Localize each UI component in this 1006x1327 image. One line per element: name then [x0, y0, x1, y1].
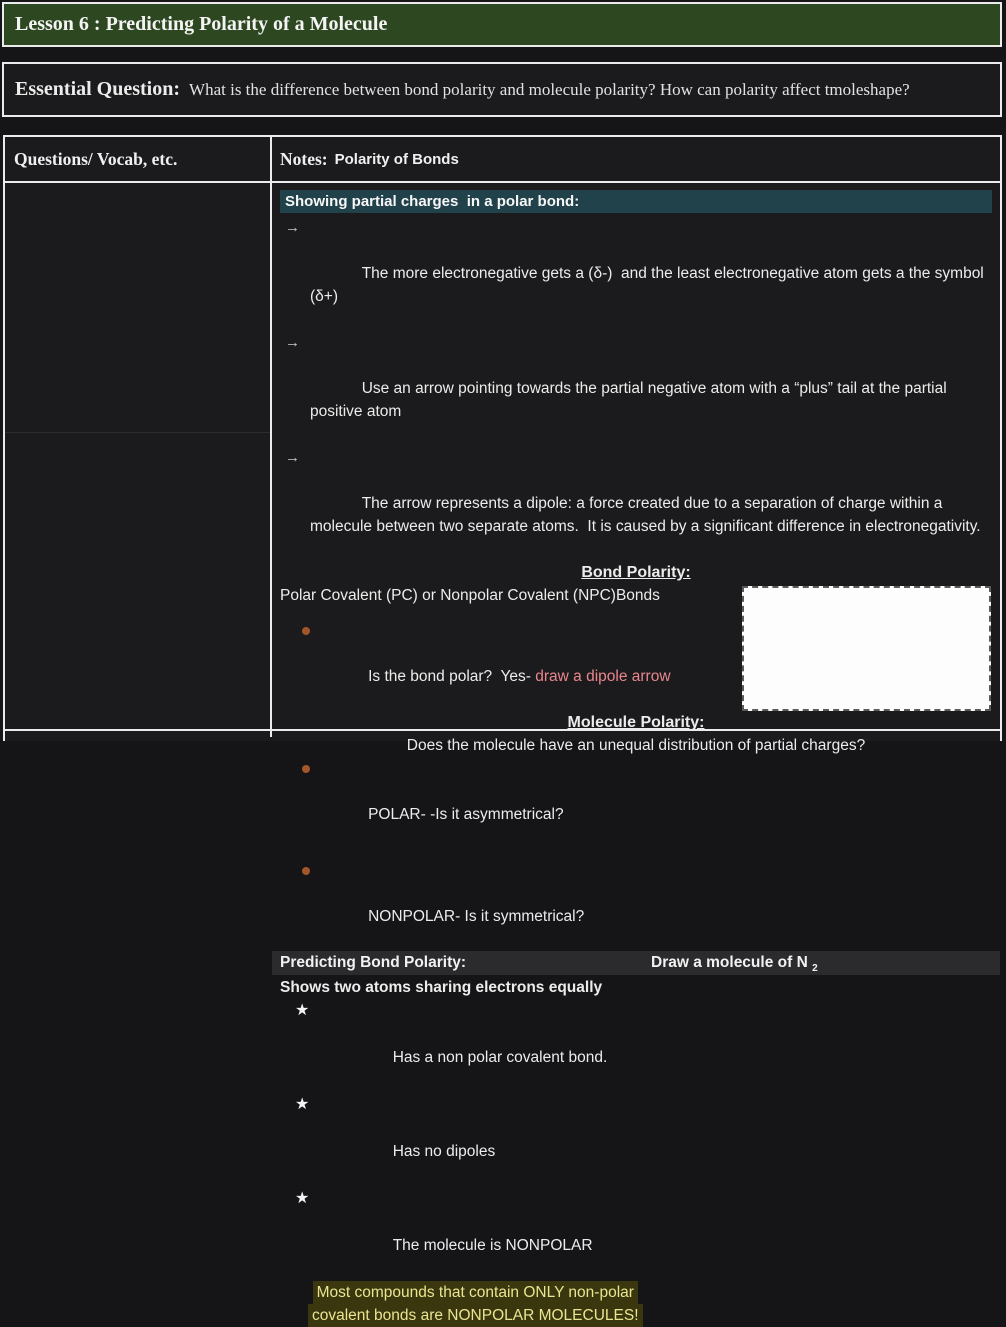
list-item: [280, 999, 992, 1093]
arrow-item-text: The arrow represents a dipole: a force created due to a separation of charge within a molecule between two separate atoms. It is caused by a significant difference in electronegativity.: [310, 495, 981, 535]
arrow-item-text: The more electronegative gets a (δ-) and the least electronegative atom gets a the symbol (δ+): [310, 265, 993, 305]
star-bullet-list: [280, 999, 992, 1281]
notes-cell[interactable]: [272, 183, 1000, 1324]
arrow-bullet-list: [280, 216, 992, 561]
molecule-drawing-area[interactable]: [742, 586, 991, 711]
bond-types-line: Polar Covalent (PC) or Nonpolar Covalent (NPC)Bonds: [280, 587, 660, 604]
draw-molecule-prompt: Draw a molecule of N $_2$: [651, 954, 818, 975]
bond-polar-action: draw a dipole arrow: [535, 668, 671, 685]
essential-question-box: [2, 62, 1002, 117]
notes-header-cell: [272, 137, 1000, 181]
notes-header-label: Notes:: [280, 148, 328, 169]
star-item-text: The molecule is NONPOLAR: [392, 1237, 593, 1254]
predicting-bond-polarity-row: [272, 951, 1000, 975]
left-cell-divider: [5, 432, 270, 433]
lesson-title: Lesson 6 : Predicting Polarity of a Molecule: [15, 13, 388, 35]
molecule-polarity-heading: Molecule Polarity:: [567, 714, 705, 731]
star-item-text: Has no dipoles: [392, 1143, 496, 1160]
list-item: [280, 446, 992, 561]
list-item: [280, 216, 992, 331]
list-item: [280, 331, 992, 446]
star-bullet-icon: ★: [295, 1190, 310, 1207]
star-bullet-icon: ★: [295, 1096, 310, 1113]
polar-bullet: POLAR- -Is it asymmetrical?: [280, 757, 992, 849]
star-bullet-icon: ★: [295, 1002, 310, 1019]
subscript-two: 2: [812, 963, 818, 975]
highlight-line: covalent bonds are NONPOLAR MOLECULES!: [308, 1304, 643, 1327]
table-header-row: [5, 137, 1000, 183]
dot-bullet-icon: [302, 765, 310, 773]
molecule-polarity-question: Does the molecule have an unequal distribution of partial charges?: [406, 737, 866, 754]
questions-vocab-header: Questions/ Vocab, etc.: [14, 148, 178, 169]
list-item: [280, 1093, 992, 1187]
highlight-line: Most compounds that contain ONLY non-polar: [313, 1281, 638, 1304]
notes-table: [3, 135, 1002, 1324]
shows-two-atoms-line: Shows two atoms sharing electrons equally: [280, 979, 603, 996]
partial-charges-heading: Showing partial charges in a polar bond:: [280, 190, 992, 213]
bond-polarity-heading: Bond Polarity:: [581, 564, 691, 581]
predicting-heading: Predicting Bond Polarity:: [280, 954, 467, 971]
arrow-bullet-icon: →: [285, 334, 300, 351]
bond-polar-prefix: Is the bond polar? Yes-: [368, 668, 536, 685]
next-row-left-cell: [5, 731, 272, 737]
arrow-bullet-icon: →: [285, 449, 300, 466]
nonpolar-molecules-highlight: [308, 1281, 643, 1327]
arrow-bullet-icon: →: [285, 219, 300, 236]
questions-vocab-cell[interactable]: [5, 183, 272, 729]
dot-bullet-icon: [302, 867, 310, 875]
essential-question-label: Essential Question:: [15, 78, 181, 100]
essential-question-text: What is the difference between bond polarity and molecule polarity? How can polarity affect tmoleshape?: [189, 79, 910, 99]
lesson-title-banner: [2, 2, 1002, 47]
nonpolar-bullet: NONPOLAR- Is it symmetrical?: [280, 859, 992, 951]
questions-vocab-header-cell: [5, 137, 272, 181]
dot-bullet-icon: [302, 627, 310, 635]
star-item-text: Has a non polar covalent bond.: [392, 1049, 608, 1066]
notes-header-topic: Polarity of Bonds: [334, 150, 459, 168]
list-item: [280, 1187, 992, 1281]
arrow-item-text: Use an arrow pointing towards the partial negative atom with a “plus” tail at the partial positive atom: [310, 380, 951, 420]
table-body-row: [5, 183, 1000, 1324]
